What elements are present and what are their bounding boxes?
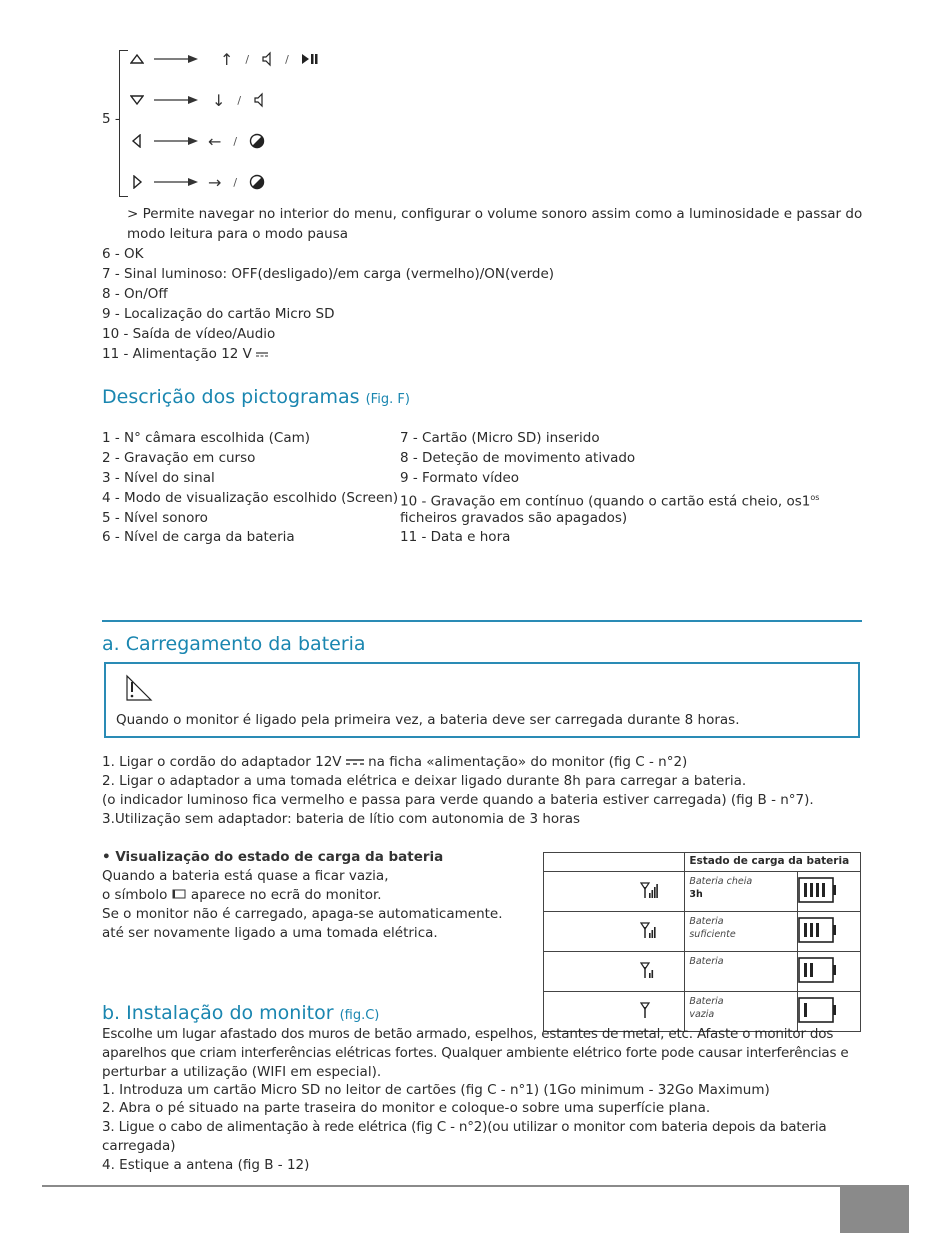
pictograms-title-text: Descrição dos pictogramas <box>102 386 360 408</box>
signal-cell <box>544 952 685 992</box>
battery-state-cell <box>685 872 798 912</box>
battery-status-line: Quando a bateria está quase a ficar vazia, <box>102 868 389 884</box>
warning-text: Quando o monitor é ligado pela primeira vez, a bateria deve ser carregada durante 8 horas. <box>116 712 740 728</box>
charging-step: (o indicador luminoso fica vermelho e passa para verde quando a bateria estiver carregada) (fig B - n°7). <box>102 792 814 808</box>
speaker-icon <box>253 92 265 108</box>
install-title-text: b. Instalação do monitor <box>102 1002 334 1024</box>
pictogram-item: 11 - Data e hora <box>400 529 511 545</box>
triangle-right-icon <box>130 175 144 189</box>
table-row <box>544 872 861 912</box>
dc-symbol-icon <box>346 757 364 766</box>
speaker-icon <box>261 51 273 67</box>
pictogram-item: 5 - Nível sonoro <box>102 510 208 526</box>
battery-one-bar-icon <box>798 997 838 1023</box>
list-item: 6 - OK <box>102 246 144 262</box>
install-title <box>102 1002 379 1024</box>
charging-step: 2. Ligar o adaptador a uma tomada elétrica e deixar ligado durante 8h para carregar a bateria. <box>102 773 747 789</box>
battery-state-extra: suficiente <box>689 929 736 940</box>
signal-strength-icon <box>640 961 658 979</box>
table-header-row <box>544 853 861 872</box>
signal-cell <box>544 912 685 952</box>
install-line: Escolhe um lugar afastado dos muros de betão armado, espelhos, estantes de metal, etc. Afaste o monitor dos <box>102 1026 834 1042</box>
battery-state-extra: 3h <box>689 889 703 900</box>
pictogram-item: 1 - N° câmara escolhida (Cam) <box>102 430 311 446</box>
battery-status-line: Se o monitor não é carregado, apaga-se automaticamente. <box>102 906 503 922</box>
separator: / <box>245 52 250 66</box>
signal-strength-icon <box>640 881 658 899</box>
battery-icon-cell <box>798 872 861 912</box>
separator: / <box>233 175 238 189</box>
battery-state-label: Bateria <box>689 916 724 927</box>
long-arrow-icon <box>154 95 198 105</box>
battery-state-label: Bateria <box>689 996 724 1007</box>
page-number-box <box>840 1185 909 1233</box>
install-line: 4. Estique a antena (fig B - 12) <box>102 1157 310 1173</box>
install-line: aparelhos que criam interferências elétricas fortes. Qualquer ambiente elétrico forte pode causar interferências e <box>102 1045 849 1061</box>
triangle-down-icon <box>130 93 144 107</box>
signal-strength-icon <box>640 921 658 939</box>
play-pause-icon <box>301 52 319 66</box>
arrow-down-icon: ↓ <box>212 90 226 110</box>
battery-icon-cell <box>798 952 861 992</box>
list-item: 7 - Sinal luminoso: OFF(desligado)/em carga (vermelho)/ON(verde) <box>102 266 555 282</box>
triangle-up-icon <box>130 52 144 66</box>
long-arrow-icon <box>154 54 198 64</box>
battery-state-label: Bateria <box>689 956 724 967</box>
battery-status-line <box>102 885 382 905</box>
pictogram-item: 8 - Deteção de movimento ativado <box>400 450 636 466</box>
nav-bracket <box>119 50 128 197</box>
nav-row-down <box>130 89 265 111</box>
signal-cell <box>544 872 685 912</box>
nav-row-right <box>130 171 265 193</box>
install-line: carregada) <box>102 1138 176 1154</box>
long-arrow-icon <box>154 177 198 187</box>
pictograms-title <box>102 386 410 408</box>
battery-status-table <box>543 852 861 1032</box>
nav-description: > Permite navegar no interior do menu, configurar o volume sonoro assim como a luminosidade e passar do <box>127 206 863 222</box>
separator: / <box>233 134 238 148</box>
pictogram-item: 6 - Nível de carga da bateria <box>102 529 295 545</box>
empty-battery-icon <box>172 889 187 899</box>
battery-status-text: o símbolo <box>102 887 168 903</box>
list-item: 10 - Saída de vídeo/Audio <box>102 326 276 342</box>
table-row <box>544 912 861 952</box>
battery-state-label: Bateria cheia <box>689 876 753 887</box>
charging-title: a. Carregamento da bateria <box>102 633 366 655</box>
section-divider <box>102 620 862 622</box>
charging-step: 3.Utilização sem adaptador: bateria de lítio com autonomia de 3 horas <box>102 811 580 827</box>
separator: / <box>237 93 242 107</box>
battery-status-heading: • Visualização do estado de carga da bateria <box>102 849 444 865</box>
battery-full-icon <box>798 877 838 903</box>
pictogram-item: 3 - Nível do sinal <box>102 470 215 486</box>
pictogram-item: ficheiros gravados são apagados) <box>400 510 628 526</box>
install-line: 2. Abra o pé situado na parte traseira do monitor e coloque-o sobre uma superfície plana. <box>102 1100 711 1116</box>
nav-row-up <box>130 48 319 70</box>
long-arrow-icon <box>154 136 198 146</box>
battery-state-extra: vazia <box>689 1009 715 1020</box>
signal-antenna-icon <box>640 1001 658 1019</box>
nav-description-cont: modo leitura para o modo pausa <box>127 226 349 242</box>
brightness-icon <box>249 174 265 190</box>
battery-icon-cell <box>798 912 861 952</box>
pictogram-item: 9 - Formato vídeo <box>400 470 520 486</box>
arrow-up-icon: ↑ <box>220 49 234 69</box>
charging-step-text: na ficha «alimentação» do monitor (fig C - n°2) <box>363 754 688 770</box>
warning-box <box>104 662 860 738</box>
install-line: 1. Introduza um cartão Micro SD no leitor de cartões (fig C - n°1) (1Go minimum - 32Go Maximum) <box>102 1082 770 1098</box>
battery-status-line: até ser novamente ligado a uma tomada elétrica. <box>102 925 438 941</box>
nav-item-number: 5 - <box>102 111 120 127</box>
list-item: 9 - Localização do cartão Micro SD <box>102 306 335 322</box>
pictogram-item: 2 - Gravação em curso <box>102 450 256 466</box>
list-item <box>102 344 268 364</box>
triangle-left-icon <box>130 134 144 148</box>
battery-three-bars-icon <box>798 917 838 943</box>
footer-rule <box>42 1185 842 1187</box>
charging-step-text: 1. Ligar o cordão do adaptador 12V <box>102 754 342 770</box>
battery-state-cell <box>685 912 798 952</box>
warning-icon <box>124 674 154 702</box>
nav-row-left <box>130 130 265 152</box>
battery-two-bars-icon <box>798 957 838 983</box>
list-item: 8 - On/Off <box>102 286 168 302</box>
pictogram-item-text: 10 - Gravação em contínuo (quando o cartão está cheio, os1 <box>400 493 811 510</box>
battery-state-cell <box>685 952 798 992</box>
install-line: perturbar a utilização (WIFI em especial). <box>102 1064 382 1080</box>
charging-step <box>102 752 687 772</box>
separator: / <box>285 52 289 66</box>
arrow-right-icon: → <box>208 172 222 192</box>
table-header-title: Estado de carga da bateria <box>685 853 861 872</box>
table-row <box>544 952 861 992</box>
pictogram-item: 7 - Cartão (Micro SD) inserido <box>400 430 600 446</box>
pictogram-item: 4 - Modo de visualização escolhido (Screen) <box>102 490 399 506</box>
arrow-left-icon: ← <box>208 131 222 151</box>
list-item-text: 11 - Alimentação 12 V <box>102 346 252 362</box>
pictograms-fig-ref: (Fig. F) <box>365 392 410 407</box>
dc-symbol-icon <box>256 350 268 358</box>
superscript: os <box>810 493 820 502</box>
table-header-empty <box>544 853 685 872</box>
brightness-icon <box>249 133 265 149</box>
install-fig-ref: (fig.C) <box>339 1008 380 1023</box>
battery-status-text: aparece no ecrã do monitor. <box>186 887 382 903</box>
install-line: 3. Ligue o cabo de alimentação à rede elétrica (fig C - n°2)(ou utilizar o monitor com bateria depois da bateria <box>102 1119 827 1135</box>
